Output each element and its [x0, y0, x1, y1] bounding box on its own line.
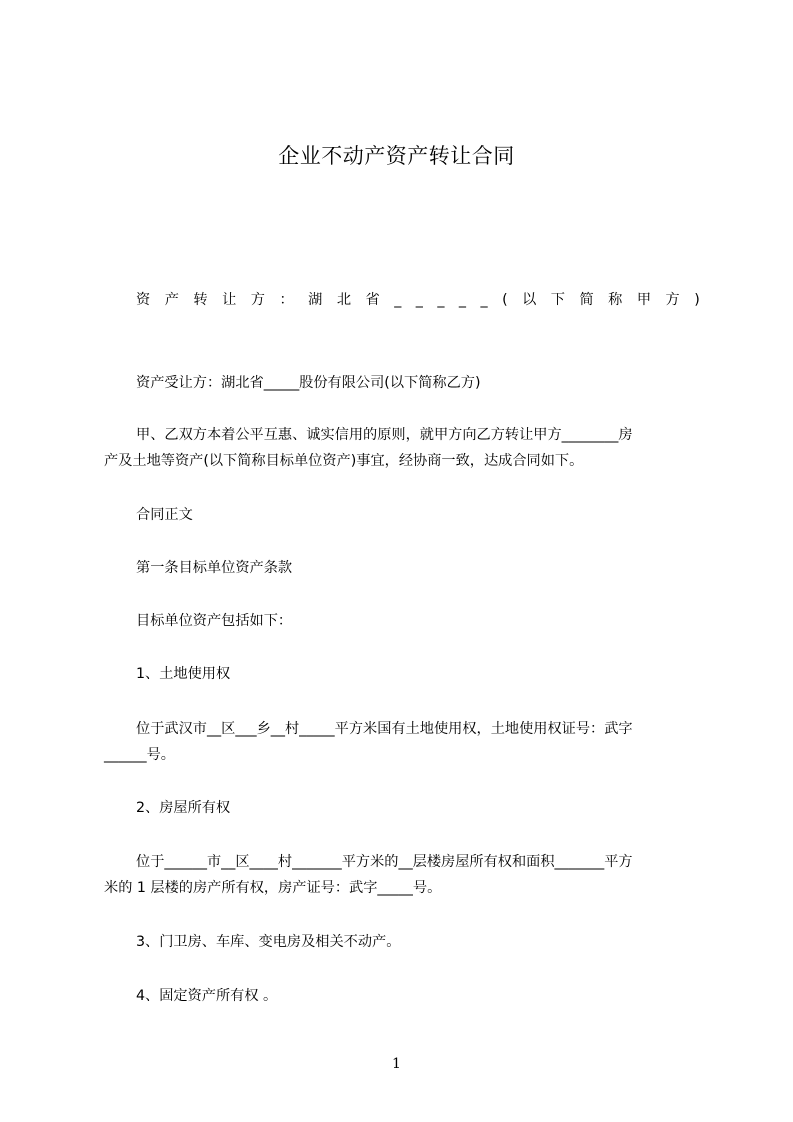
transferor-char: 转	[193, 292, 208, 308]
transferor-char: 称	[608, 292, 623, 308]
transferor-char: ：	[279, 292, 294, 308]
transferor-char: 资	[136, 292, 151, 308]
transferor-char: _	[480, 292, 488, 308]
transferor-char: 甲	[636, 292, 652, 308]
transferor-char: 下	[550, 292, 565, 308]
transferor-char: _	[437, 292, 445, 308]
transferor-char: 方	[665, 292, 680, 308]
item-1-heading: 1、土地使用权	[136, 666, 231, 682]
assets-intro: 目标单位资产包括如下：	[136, 613, 293, 629]
item-4-heading: 4、固定资产所有权 。	[136, 988, 278, 1004]
transferor-char: 产	[164, 292, 179, 308]
item-2-line-1: 位于______市__区____村_______平方米的__层楼房屋所有权和面积_______平方	[136, 854, 633, 870]
transferor-char: 方	[250, 292, 265, 308]
item-1-line-2: ______号。	[104, 747, 175, 763]
transferor-char: 让	[222, 292, 237, 308]
item-3-heading: 3、门卫房、车库、变电房及相关不动产。	[136, 934, 401, 950]
document-title: 企业不动产资产转让合同	[278, 144, 515, 168]
transferor-char: )	[694, 292, 700, 308]
transferor-char: 北	[336, 292, 352, 308]
page-number: 1	[392, 1056, 401, 1072]
body-heading: 合同正文	[136, 507, 193, 523]
transferor-char: 湖	[308, 292, 323, 308]
transferor-char: _	[415, 292, 423, 308]
transferor-char: (	[502, 292, 508, 308]
transferor-line	[104, 287, 700, 313]
item-2-line-2: 米的 1 层楼的房产所有权，房产证号：武字_____号。	[104, 880, 442, 896]
item-2-heading: 2、房屋所有权	[136, 800, 231, 816]
transferor-text	[104, 287, 700, 313]
article-1-heading: 第一条目标单位资产条款	[136, 560, 293, 576]
preamble-line-2: 产及土地等资产(以下简称目标单位资产)事宜，经协商一致，达成合同如下。	[104, 453, 584, 469]
preamble-line-1: 甲、乙双方本着公平互惠、诚实信用的原则，就甲方向乙方转让甲方________房	[136, 427, 633, 443]
transferor-char: 以	[522, 292, 537, 308]
transferor-char: _	[458, 292, 467, 308]
transferee-line: 资产受让方：湖北省_____股份有限公司(以下简称乙方)	[136, 375, 481, 391]
transferor-char: 省	[365, 292, 380, 308]
transferor-char: _	[394, 292, 402, 308]
item-1-line-1: 位于武汉市__区___乡__村_____平方米国有土地使用权，土地使用权证号：武字	[136, 721, 633, 737]
transferor-char: 简	[579, 292, 594, 308]
